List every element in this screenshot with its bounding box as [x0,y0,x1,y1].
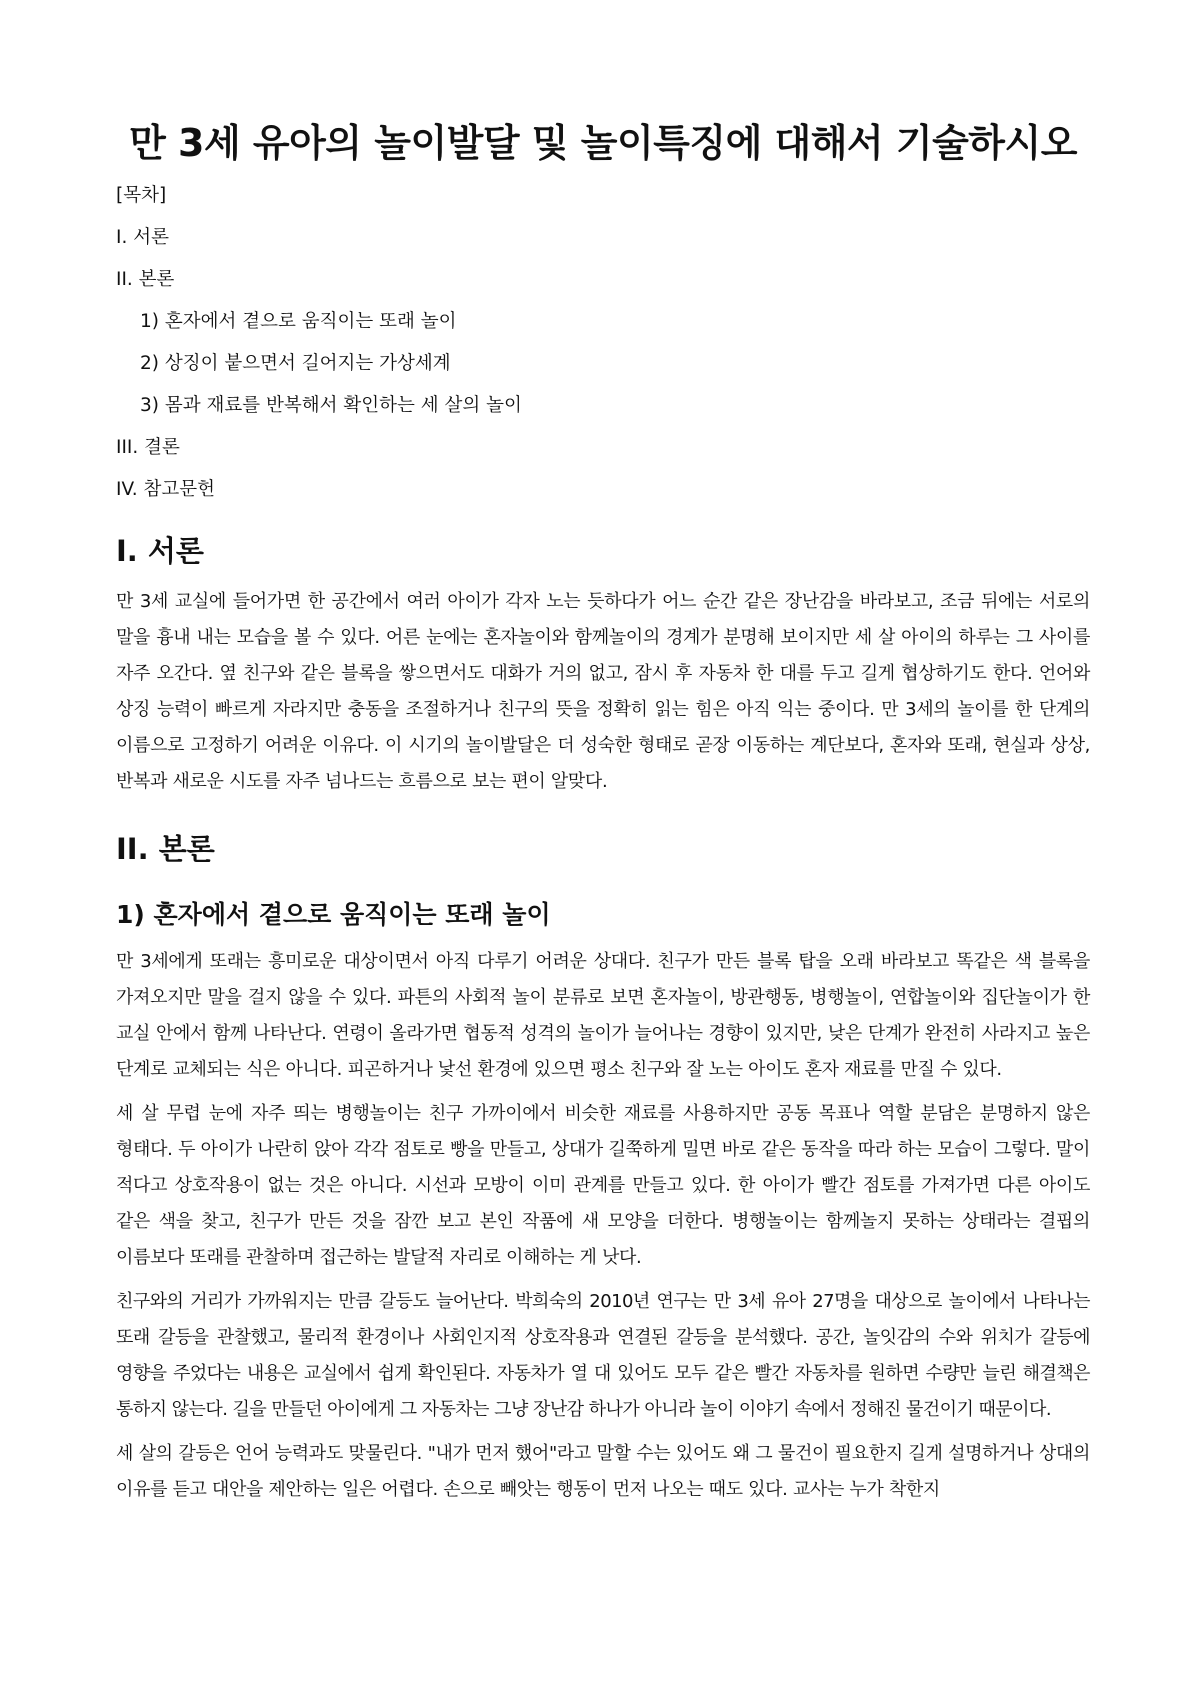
toc-item-intro: I. 서론 [116,227,169,248]
intro-paragraph: 만 3세 교실에 들어가면 한 공간에서 여러 아이가 각자 노는 듯하다가 어느 순간 같은 장난감을 바라보고, 조금 뒤에는 서로의 말을 흉내 내는 모습을 볼 수 있다. 어른 눈에는 혼자놀이와 함께놀이의 경계가 분명해 보이지만 세 살 아이의 하루는 그 사이를 자주 오간다. 옆 친구와 같은 블록을 쌓으면서도 대화가 거의 없고, 잠시 후 자동차 한 대를 두고 길게 협상하기도 한다. 언어와 상징 능력이 빠르게 자라지만 충동을 조절하거나 친구의 뜻을 정확히 읽는 힘은 아직 익는 중이다. 만 3세의 놀이를 한 단계의 이름으로 고정하기 어려운 이유다. 이 시기의 놀이발달은 더 성숙한 형태로 곧장 이동하는 계단보다, 혼자와 또래, 현실과 상상, 반복과 새로운 시도를 자주 넘나드는 흐름으로 보는 편이 알맞다. [116,591,1090,792]
toc-item-body-3: 3) 몸과 재료를 반복해서 확인하는 세 살의 놀이 [140,395,522,416]
intro-heading: I. 서론 [116,534,204,568]
document-title: 만 3세 유아의 놀이발달 및 놀이특징에 대해서 기술하시오 [129,121,1077,165]
body-heading: II. 본론 [116,832,215,866]
body-paragraph: 세 살의 갈등은 언어 능력과도 맞물린다. "내가 먼저 했어"라고 말할 수는 있어도 왜 그 물건이 필요한지 길게 설명하거나 상대의 이유를 듣고 대안을 제안하는 일은 어렵다. 손으로 빼앗는 행동이 먼저 나오는 때도 있다. 교사는 누가 착한지 [116,1443,1090,1500]
table-of-contents [116,184,1090,502]
body-paragraph: 친구와의 거리가 가까워지는 만큼 갈등도 늘어난다. 박희숙의 2010년 연구는 만 3세 유아 27명을 대상으로 놀이에서 나타나는 또래 갈등을 관찰했고, 물리적 환경이나 사회인지적 상호작용과 연결된 갈등을 분석했다. 공간, 놀잇감의 수와 위치가 갈등에 영향을 주었다는 내용은 교실에서 쉽게 확인된다. 자동차가 열 대 있어도 모두 같은 빨간 자동차를 원하면 수량만 늘린 해결책은 통하지 않는다. 길을 만들던 아이에게 그 자동차는 그냥 장난감 하나가 아니라 놀이 이야기 속에서 정해진 물건이기 때문이다. [116,1291,1090,1420]
toc-item-body: II. 본론 [116,269,175,290]
toc-heading: [목차] [116,185,167,206]
subsection-heading-1: 1) 혼자에서 곁으로 움직이는 또래 놀이 [116,900,551,929]
toc-item-conclusion: III. 결론 [116,437,180,458]
body-paragraph: 세 살 무렵 눈에 자주 띄는 병행놀이는 친구 가까이에서 비슷한 재료를 사용하지만 공동 목표나 역할 분담은 분명하지 않은 형태다. 두 아이가 나란히 앉아 각각 점토로 빵을 만들고, 상대가 길쭉하게 밀면 바로 같은 동작을 따라 하는 모습이 그렇다. 말이 적다고 상호작용이 없는 것은 아니다. 시선과 모방이 이미 관계를 만들고 있다. 한 아이가 빨간 점토를 가져가면 다른 아이도 같은 색을 찾고, 친구가 만든 것을 잠깐 보고 본인 작품에 새 모양을 더한다. 병행놀이는 함께놀지 못하는 상태라는 결핍의 이름보다 또래를 관찰하며 접근하는 발달적 자리로 이해하는 게 낫다. [116,1103,1090,1268]
toc-item-references: IV. 참고문헌 [116,479,215,500]
toc-item-body-2: 2) 상징이 붙으면서 길어지는 가상세계 [140,353,451,374]
body-paragraph: 만 3세에게 또래는 흥미로운 대상이면서 아직 다루기 어려운 상대다. 친구가 만든 블록 탑을 오래 바라보고 똑같은 색 블록을 가져오지만 말을 걸지 않을 수 있다. 파튼의 사회적 놀이 분류로 보면 혼자놀이, 방관행동, 병행놀이, 연합놀이와 집단놀이가 한 교실 안에서 함께 나타난다. 연령이 올라가면 협동적 성격의 놀이가 늘어나는 경향이 있지만, 낮은 단계가 완전히 사라지고 높은 단계로 교체되는 식은 아니다. 피곤하거나 낯선 환경에 있으면 평소 친구와 잘 노는 아이도 혼자 재료를 만질 수 있다. [116,951,1090,1080]
toc-item-body-1: 1) 혼자에서 곁으로 움직이는 또래 놀이 [140,311,457,332]
